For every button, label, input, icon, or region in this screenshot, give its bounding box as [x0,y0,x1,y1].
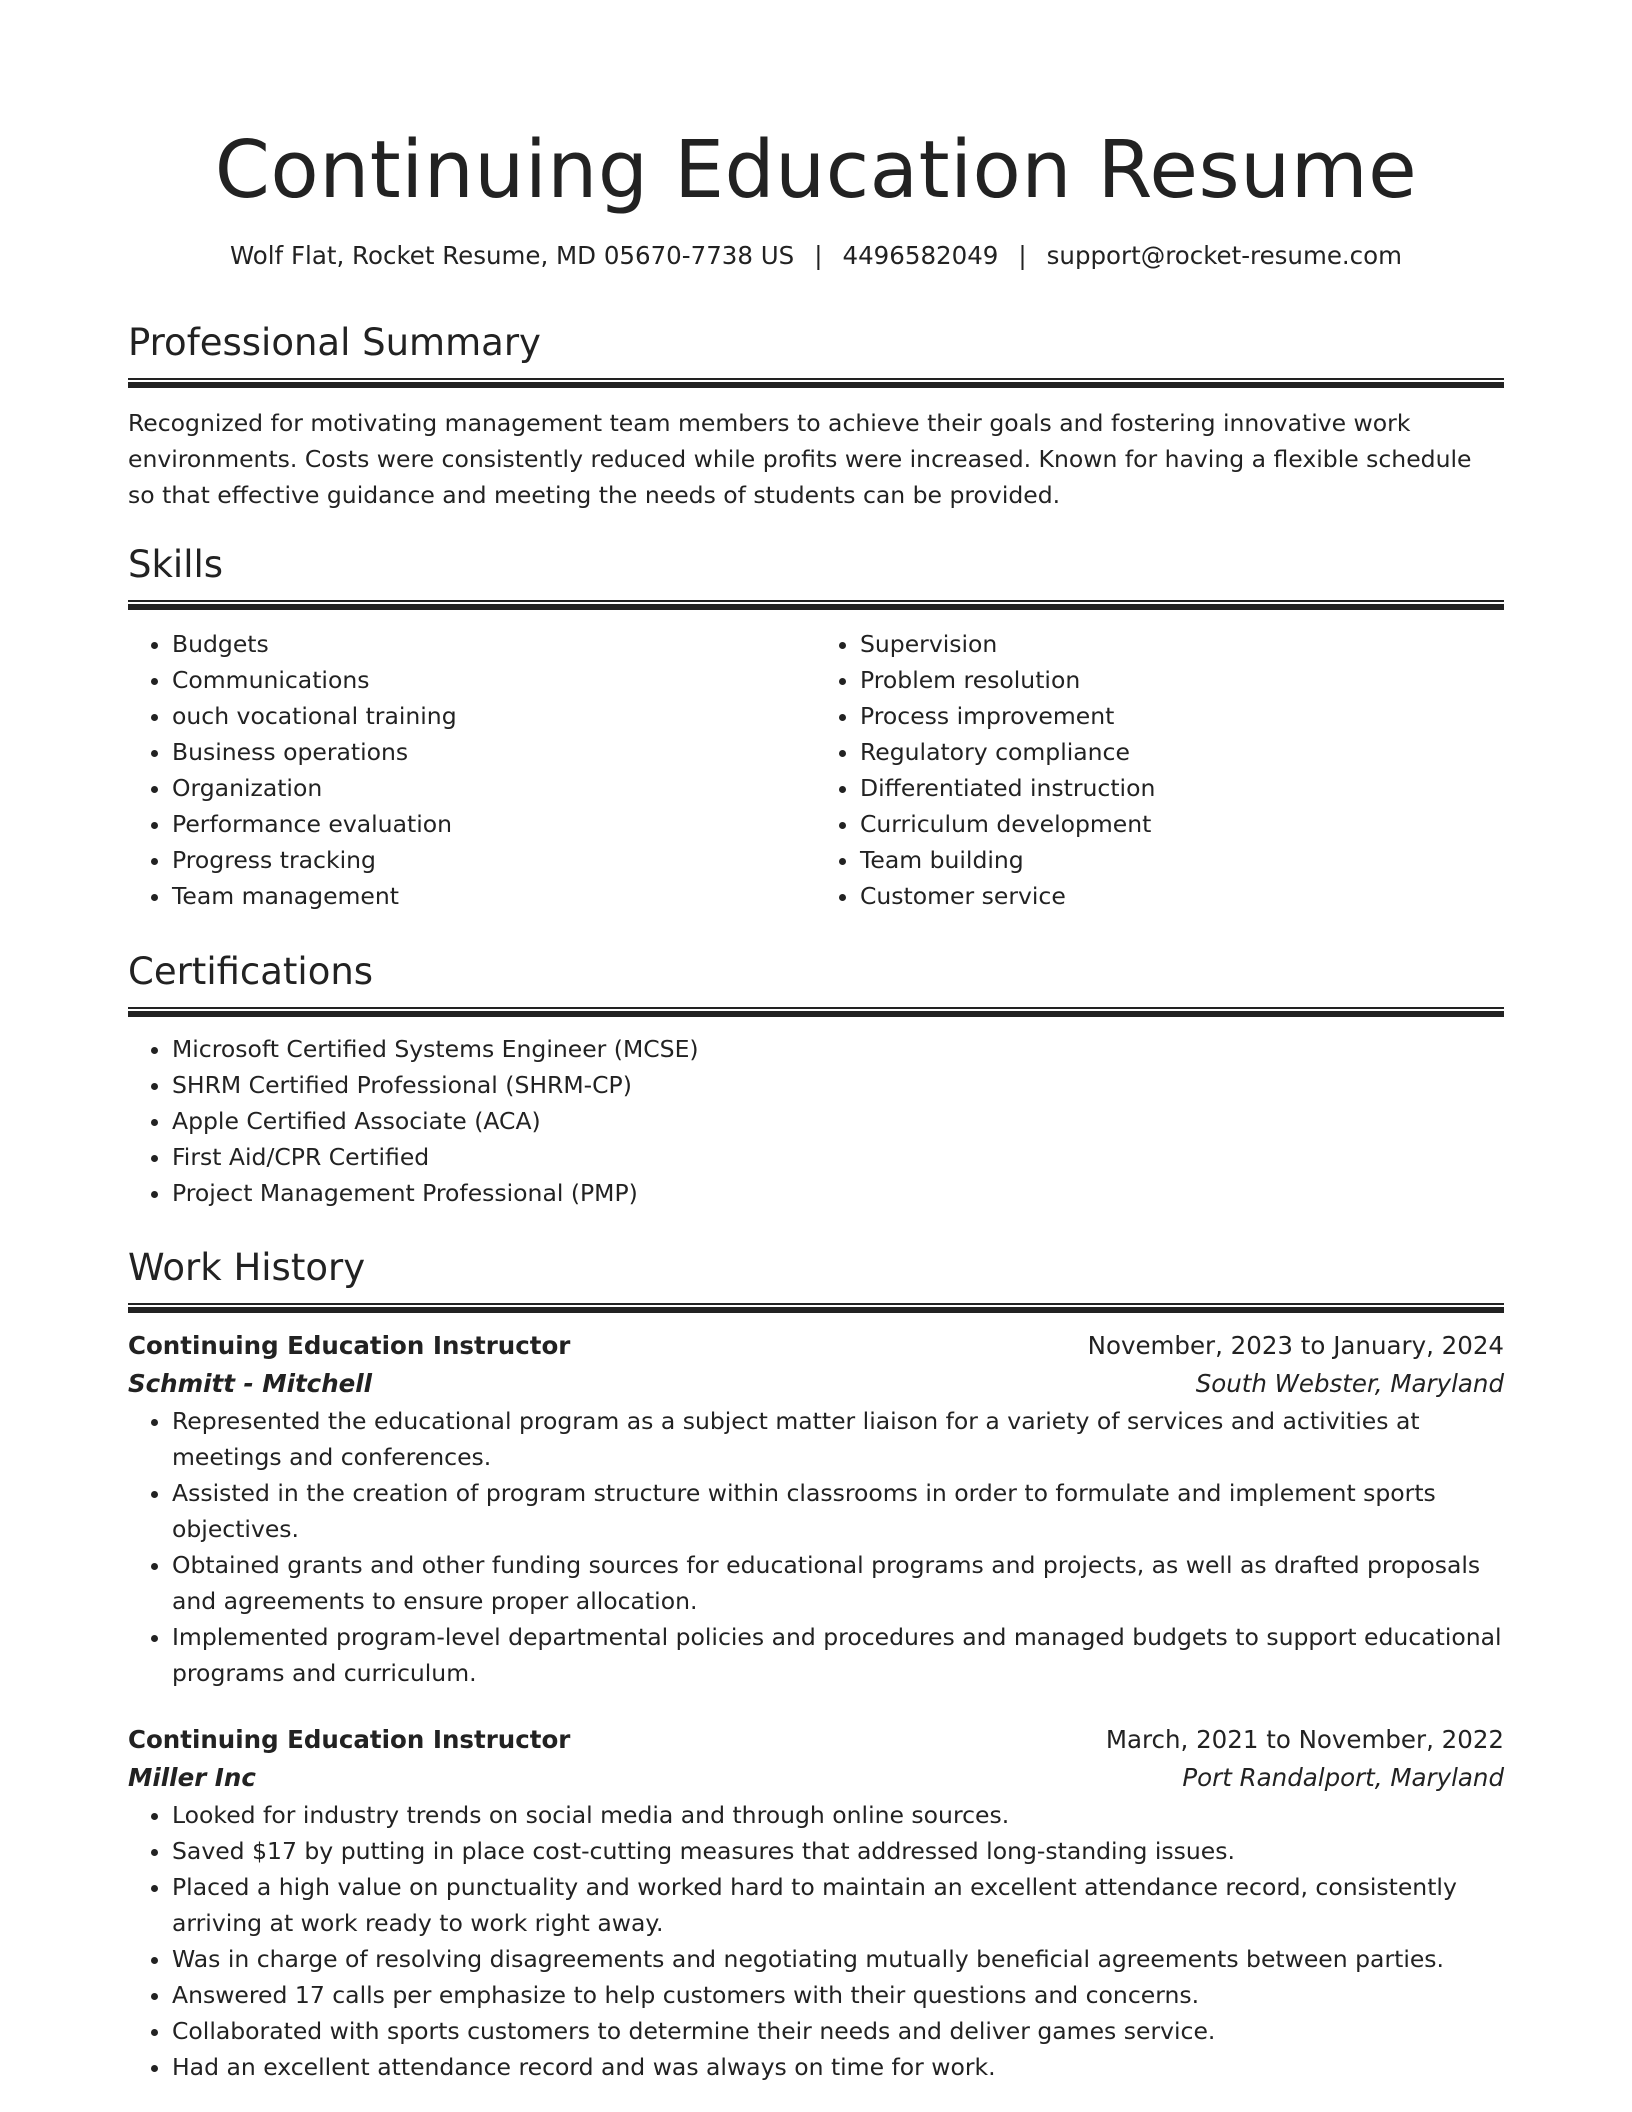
job-bullet: • Saved $17 by putting in place cost-cutting measures that addressed long-standing issues. [172,1833,1504,1869]
resume-name: Continuing Education Resume [214,124,1418,216]
skill-item: • Communications [172,662,816,698]
job-company: Schmitt - Mitchell [128,1369,373,1398]
job-bullet: • Assisted in the creation of program structure within classrooms in order to formulate and implement sports objectives. [172,1475,1504,1547]
skill-item: • Performance evaluation [172,806,816,842]
job-entry [128,1327,1504,1691]
job-bullet: • Had an excellent attendance record and was always on time for work. [172,2049,1504,2085]
job-title: Continuing Education Instructor [128,1331,571,1360]
job-responsibilities [128,1797,1504,2085]
skill-item: • Business operations [172,734,816,770]
section-divider [128,378,1504,388]
section-title-certifications: Certifications [128,950,374,993]
skill-item: • Team management [172,878,816,914]
job-responsibilities [128,1403,1504,1691]
certifications-list [128,1031,1504,1211]
job-company: Miller Inc [128,1763,256,1792]
skill-item: • Differentiated instruction [860,770,1504,806]
section-divider [128,600,1504,610]
skill-item: • Team building [860,842,1504,878]
skill-item: • Customer service [860,878,1504,914]
job-bullet: • Implemented program-level departmental policies and procedures and managed budgets to support educational programs and curriculum. [172,1619,1504,1691]
contact-separator: | [1018,241,1027,270]
skill-item: • Organization [172,770,816,806]
certification-item: • Apple Certified Associate (ACA) [172,1103,1504,1139]
certification-item: • Microsoft Certified Systems Engineer (MCSE) [172,1031,1504,1067]
job-bullet: • Obtained grants and other funding sources for educational programs and projects, as well as drafted proposals and agreements to ensure proper allocation. [172,1547,1504,1619]
job-bullet: • Was in charge of resolving disagreements and negotiating mutually beneficial agreements between parties. [172,1941,1504,1977]
work-history-section [128,1243,1504,2085]
skills-list-right [816,626,1504,914]
certification-item: • SHRM Certified Professional (SHRM-CP) [172,1067,1504,1103]
contact-line [0,238,1632,274]
job-bullet: • Placed a high value on punctuality and worked hard to maintain an excellent attendance record, consistently arriving at work ready to work right away. [172,1869,1504,1941]
skill-item: • Progress tracking [172,842,816,878]
contact-address: Wolf Flat, Rocket Resume, MD 05670-7738 US [229,241,795,270]
skill-item: • Process improvement [860,698,1504,734]
skills-section [128,540,1504,914]
contact-separator: | [814,241,823,270]
section-title-skills: Skills [128,543,224,586]
job-entry [128,1721,1504,2085]
summary-text: Recognized for motivating management team members to achieve their goals and fostering innovative work environments. Costs were consistently reduced while profits were increased. Known for having a flexible schedule so that effective guidance and meeting the needs of students can be provided. [128,409,1472,509]
section-divider [128,1303,1504,1313]
job-bullet: • Looked for industry trends on social media and through online sources. [172,1797,1504,1833]
skill-item: • Problem resolution [860,662,1504,698]
certification-item: • First Aid/CPR Certified [172,1139,1504,1175]
job-bullet: • Represented the educational program as a subject matter liaison for a variety of services and activities at meetings and conferences. [172,1403,1504,1475]
job-bullet: • Collaborated with sports customers to determine their needs and deliver games service. [172,2013,1504,2049]
skill-item: • Curriculum development [860,806,1504,842]
job-bullet: • Answered 17 calls per emphasize to help customers with their questions and concerns. [172,1977,1504,2013]
job-location: South Webster, Maryland [1195,1369,1504,1398]
skill-item: • ouch vocational training [172,698,816,734]
section-title-summary: Professional Summary [128,321,541,364]
job-title: Continuing Education Instructor [128,1725,571,1754]
certification-item: • Project Management Professional (PMP) [172,1175,1504,1211]
summary-section [128,318,1504,513]
skills-list-left [128,626,816,914]
job-dates: November, 2023 to January, 2024 [1087,1331,1504,1360]
section-divider [128,1007,1504,1017]
skill-item: • Regulatory compliance [860,734,1504,770]
skill-item: • Budgets [172,626,816,662]
skill-item: • Supervision [860,626,1504,662]
section-title-work-history: Work History [128,1246,366,1289]
skills-columns [128,626,1504,914]
job-location: Port Randalport, Maryland [1182,1763,1504,1792]
certifications-section [128,947,1504,1211]
contact-phone: 4496582049 [842,241,999,270]
job-dates: March, 2021 to November, 2022 [1105,1725,1504,1754]
contact-email: support@rocket-resume.com [1046,241,1403,270]
